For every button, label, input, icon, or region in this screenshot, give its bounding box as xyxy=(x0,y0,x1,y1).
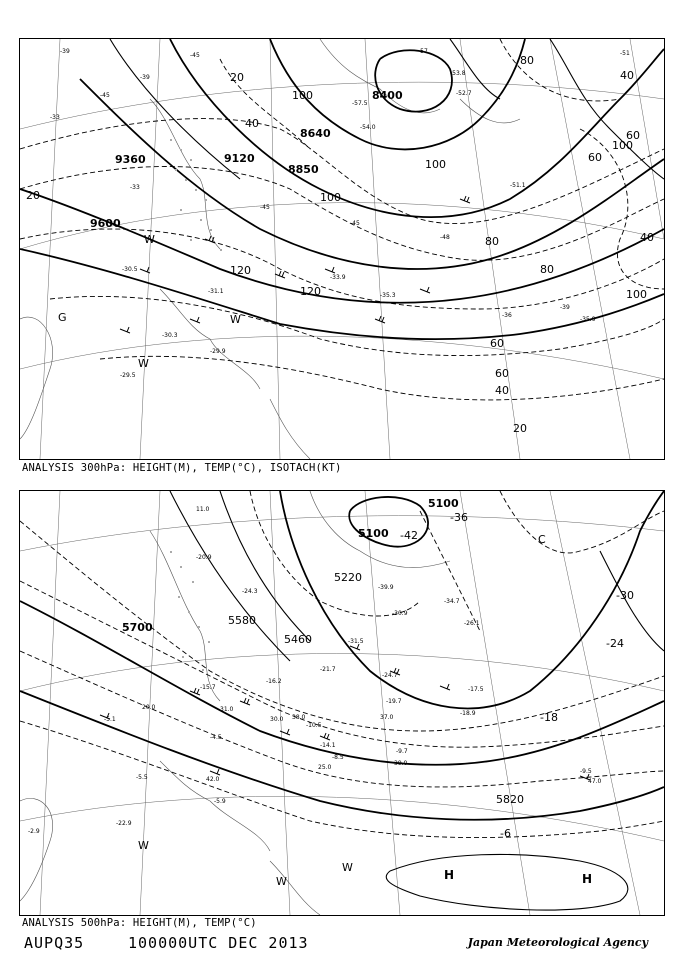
symbol-cold: C xyxy=(538,533,546,546)
isotach-label: 80 xyxy=(520,54,534,67)
isotach-label: 100 xyxy=(320,191,341,204)
temp-label: -35.3 xyxy=(380,292,396,299)
isotach-label: 20 xyxy=(26,189,40,202)
station-label: -4.5 xyxy=(210,734,222,741)
coastline xyxy=(20,39,520,459)
isotach-label: 120 xyxy=(230,264,251,277)
isotherm-label: -30 xyxy=(616,589,634,602)
caption-300hpa: ANALYSIS 300hPa: HEIGHT(M), TEMP(°C), ISOTACH(KT) xyxy=(22,462,342,474)
symbol-w: W xyxy=(144,233,155,246)
temp-label: -39 xyxy=(560,304,570,311)
isotach-label: 80 xyxy=(540,263,554,276)
station-label: -34.7 xyxy=(444,598,460,605)
station-label: -15.7 xyxy=(200,684,216,691)
station-label: 20.0 xyxy=(142,704,156,711)
symbol-high: H xyxy=(582,872,593,886)
station-label: -39.9 xyxy=(378,584,394,591)
symbol-w: W xyxy=(230,313,241,326)
station-label: -9.7 xyxy=(396,748,408,755)
height-label: 5580 xyxy=(228,614,256,627)
station-label: 38.0 xyxy=(292,714,306,721)
isotach-label: 60 xyxy=(490,337,504,350)
temp-label: -33.9 xyxy=(330,274,346,281)
station-label: -22.9 xyxy=(116,820,132,827)
station-label: 31.0 xyxy=(220,706,234,713)
station-label: -9.5 xyxy=(580,768,592,775)
symbol-g: G xyxy=(58,311,67,324)
temp-label: -33 xyxy=(130,184,140,191)
temp-label: -45 xyxy=(100,92,110,99)
stipple-region xyxy=(170,551,210,671)
isotherm-lines xyxy=(20,491,664,838)
isotherm-label: -18 xyxy=(540,711,558,724)
station-label: 25.0 xyxy=(318,764,332,771)
temp-label: -30.5 xyxy=(122,266,138,273)
symbol-warm: W xyxy=(342,861,353,874)
station-label: 11.0 xyxy=(196,506,210,513)
height-label: 5700 xyxy=(122,621,153,634)
height-label: 5220 xyxy=(334,571,362,584)
height-contours xyxy=(20,491,664,820)
station-label: 37.0 xyxy=(380,714,394,721)
temp-label: -45 xyxy=(190,52,200,59)
height-contours-thin xyxy=(110,39,664,179)
station-label: 42.0 xyxy=(206,776,220,783)
height-label: 5100 xyxy=(428,497,459,510)
lat-lon-grid xyxy=(20,39,664,459)
station-label: 47.0 xyxy=(588,778,602,785)
station-label: -10.5 xyxy=(306,722,322,729)
chart-500hpa xyxy=(19,490,665,916)
station-label: -2.9 xyxy=(28,828,40,835)
isotach-label: 100 xyxy=(626,288,647,301)
isotach-label: 40 xyxy=(495,384,509,397)
station-label: -19.7 xyxy=(386,698,402,705)
temp-label: -39 xyxy=(60,48,70,55)
isotach-label: 40 xyxy=(245,117,259,130)
height-contours xyxy=(20,39,664,339)
symbol-warm: W xyxy=(138,839,149,852)
isotach-label: 40 xyxy=(640,231,654,244)
temp-label: -31.1 xyxy=(208,288,224,295)
symbols-500 xyxy=(138,533,592,888)
map-300hpa xyxy=(20,39,664,459)
temp-label: -35.9 xyxy=(580,316,596,323)
temp-label: -45 xyxy=(350,220,360,227)
symbol-warm: W xyxy=(276,875,287,888)
station-label: 30.0 xyxy=(270,716,284,723)
isotach-label: 20 xyxy=(513,422,527,435)
station-label: -16.2 xyxy=(266,678,282,685)
height-label: 8850 xyxy=(288,163,319,176)
isotherm-label: -36 xyxy=(450,511,468,524)
isotach-label: 60 xyxy=(495,367,509,380)
temp-label: -51 xyxy=(620,50,630,57)
symbol-w: W xyxy=(138,357,149,370)
symbol-high: H xyxy=(444,868,455,882)
isotach-label: 60 xyxy=(588,151,602,164)
temp-label: -30.3 xyxy=(162,332,178,339)
station-label: -5.1 xyxy=(104,716,116,723)
temp-label: -52.7 xyxy=(456,90,472,97)
isotach-label: 20 xyxy=(230,71,244,84)
station-label: -31.5 xyxy=(348,638,364,645)
lat-lon-grid xyxy=(20,491,664,915)
temp-label: -48 xyxy=(440,234,450,241)
chart-300hpa xyxy=(19,38,665,460)
temp-label: -36 xyxy=(502,312,512,319)
isotach-label: 120 xyxy=(300,285,321,298)
temp-label: -54.0 xyxy=(360,124,376,131)
height-label: 9600 xyxy=(90,217,121,230)
isotach-label: 80 xyxy=(485,235,499,248)
station-label: -24.3 xyxy=(242,588,258,595)
isotach-label: 100 xyxy=(612,139,633,152)
temp-label: -39 xyxy=(140,74,150,81)
station-label: -20.9 xyxy=(196,554,212,561)
temp-label: -45 xyxy=(260,204,270,211)
isotach-label: 40 xyxy=(620,69,634,82)
isotherm-label: -24 xyxy=(606,637,624,650)
height-label: 5460 xyxy=(284,633,312,646)
temp-label: -29.9 xyxy=(210,348,226,355)
height-label: 8400 xyxy=(372,89,403,102)
station-label: -17.5 xyxy=(468,686,484,693)
agency-credit: Japan Meteorological Agency xyxy=(467,936,648,949)
map-500hpa xyxy=(20,491,664,915)
isotherm-label: -6 xyxy=(500,827,511,840)
height-label: 9120 xyxy=(224,152,255,165)
height-label: 8640 xyxy=(300,127,331,140)
station-label: -8.5 xyxy=(332,754,344,761)
temp-label: -51.1 xyxy=(510,182,526,189)
isotach-label: 100 xyxy=(292,89,313,102)
station-label: -14.1 xyxy=(320,742,336,749)
caption-500hpa: ANALYSIS 500hPa: HEIGHT(M), TEMP(°C) xyxy=(22,917,257,929)
station-label: -18.9 xyxy=(460,710,476,717)
station-label: -24.7 xyxy=(382,672,398,679)
temp-label: -57 xyxy=(418,48,428,55)
station-label: -5.9 xyxy=(214,798,226,805)
isotach-label: 60 xyxy=(626,129,640,142)
temp-label: -53.8 xyxy=(450,70,466,77)
temp-label: -33 xyxy=(50,114,60,121)
height-label: 5100 xyxy=(358,527,389,540)
height-labels-500 xyxy=(122,497,524,806)
temp-label: -29.5 xyxy=(120,372,136,379)
isotherm-label: -42 xyxy=(400,529,418,542)
temp-label: -57.5 xyxy=(352,100,368,107)
station-label: -5.5 xyxy=(136,774,148,781)
height-labels-300 xyxy=(90,89,403,230)
station-label: 39.0 xyxy=(394,760,408,767)
temp-labels-500 xyxy=(400,511,634,840)
station-label: -21.7 xyxy=(320,666,336,673)
station-labels-500 xyxy=(28,506,602,835)
height-label: 5820 xyxy=(496,793,524,806)
chart-id: AUPQ35 xyxy=(24,934,85,952)
stipple-region xyxy=(170,139,222,251)
station-label: -26.1 xyxy=(464,620,480,627)
station-label: -30.9 xyxy=(392,610,408,617)
height-label: 9360 xyxy=(115,153,146,166)
valid-time: 100000UTC DEC 2013 xyxy=(128,934,309,952)
isotach-label: 100 xyxy=(425,158,446,171)
